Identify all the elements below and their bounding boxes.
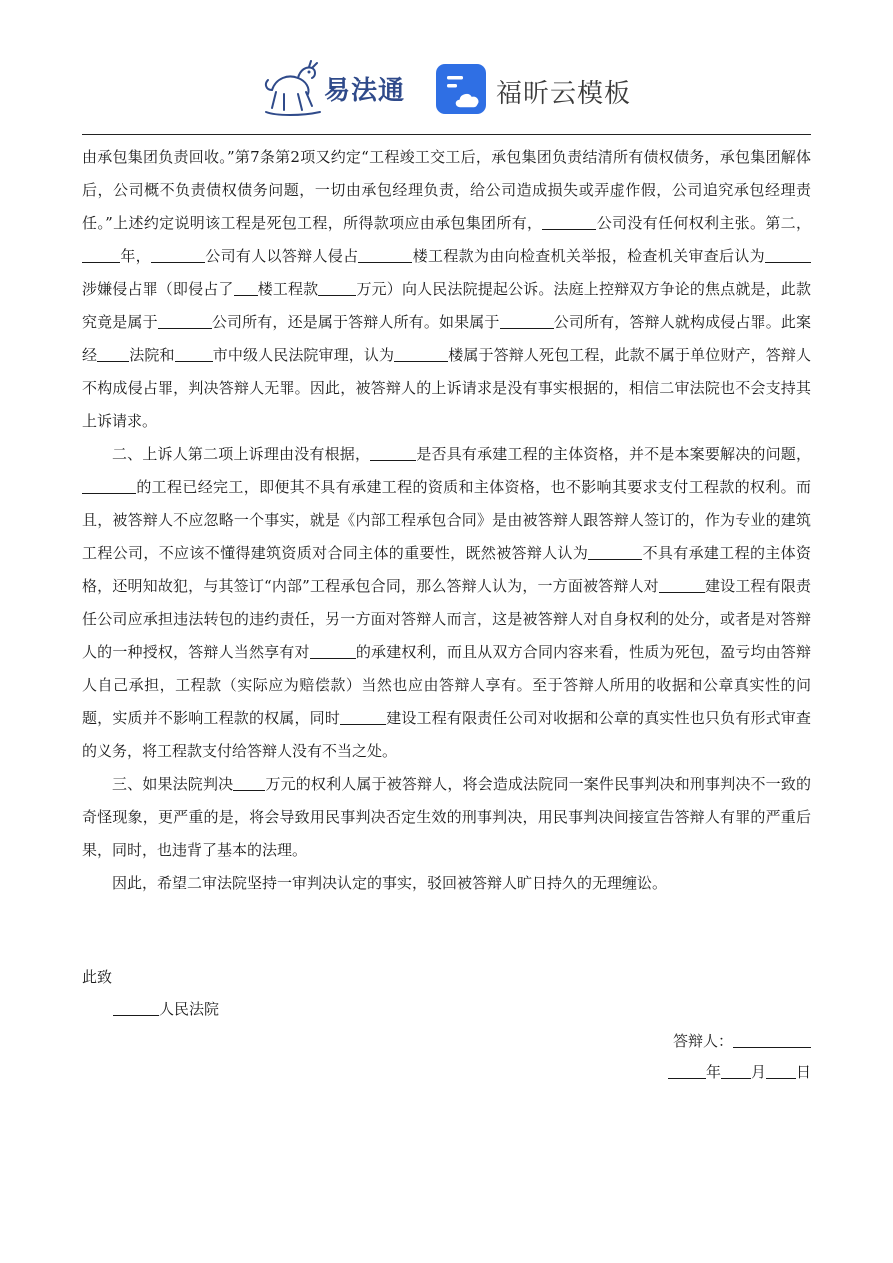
fill-in-blank [358,248,412,263]
fuxin-logo-text: 福昕云模板 [496,79,632,109]
yifatong-logo-text: 易法通 [324,76,406,106]
date-day-label: 日 [795,1063,811,1081]
cloud-document-icon [436,64,488,116]
paragraph-text: 万元的权利人属于被答辩人，将会造成法院同一案件民事判决和刑事判决不一致的奇怪现象，更严重的是，将会导致用民事判决否定生效的刑事判决，用民事判决间接宣告答辩人有罪的严重后果，同时，也违背了基本的法理。 [82,775,811,859]
signer-label: 答辩人： [672,1032,733,1050]
fill-in-blank [588,545,642,560]
paragraph [82,141,811,438]
paragraph-text: 年， [120,247,151,265]
court-suffix: 人民法院 [159,1000,220,1018]
paragraph-text: 楼工程款 [257,280,319,298]
salutation: 此致 [82,968,113,986]
document-body [82,141,811,900]
paragraph-text: 二、上诉人第二项上诉理由没有根据， [112,445,371,463]
fill-in-blank [175,347,213,362]
fill-in-blank [765,248,811,263]
paragraph-text: 市中级人民法院审理，认为 [212,346,395,364]
fill-in-blank [370,446,416,461]
paragraph-text: 楼属于答辩人死包工程，此款不属于单位财产，答辩人不构成侵占罪，判决答辩人无罪。因此，被答辩人的上诉请求是没有事实根据的，相信二审法院也不会支持其上诉请求。 [82,346,811,430]
blank-court [113,1001,159,1016]
date-month-label: 月 [750,1063,766,1081]
paragraph-text: 公司所有，还是属于答辩人所有。如果属于 [211,313,500,331]
fill-in-blank [82,479,136,494]
paragraph-text: 是否具有承建工程的主体资格，并不是本案要解决的问题， [416,445,811,463]
paragraph-text: 的工程已经完工，即便其不具有承建工程的资质和主体资格，也不影响其要求支付工程款的权利。而且，被答辩人不应忽略一个事实，就是《内部工程承包合同》是由被答辩人跟答辩人签订的，作为专业的建筑工程公司，不应该不懂得建筑资质对合同主体的重要性，既然被答辩人认为 [82,478,811,562]
qilin-emblem-icon [262,60,324,118]
paragraph [82,768,811,867]
paragraph-text: 由承包集团负责回收。”第7条第2项又约定“工程竣工交工后，承包集团负责结清所有债权债务，承包集团解体后，公司概不负责债权债务问题，一切由承包经理负责，给公司造成损失或弄虚作假，公司追究承包经理责任。”上述约定说明该工程是死包工程，所得款项应由承包集团所有， [82,148,811,232]
court-addressee [113,997,219,1021]
page-header [0,58,893,120]
date-line [668,1060,811,1084]
fill-in-blank [97,347,129,362]
blank-signer [733,1033,811,1048]
blank-year [668,1064,706,1079]
paragraph [82,438,811,768]
header-divider [82,134,811,135]
date-year-label: 年 [705,1063,721,1081]
paragraph-text: 万元）向人民法院提起公诉。法庭上控辩双方争论的焦点就是，此款究竟是属于 [82,280,811,331]
fill-in-blank [542,215,596,230]
paragraph-text: 楼工程款为由向检查机关举报，检查机关审查后认为 [412,247,765,265]
paragraph-text: 公司所有，答辩人就构成侵占罪。此案经 [82,313,811,364]
paragraph-text: 建设工程有限责任公司应承担违法转包的违约责任，另一方面对答辩人而言，这是被答辩人对自身权利的处分，或者是对答辩人的一种授权，答辩人当然享有对 [82,577,811,661]
yifatong-logo [262,58,417,120]
fill-in-blank [82,248,120,263]
fill-in-blank [233,776,265,791]
fill-in-blank [318,281,356,296]
fill-in-blank [158,314,212,329]
paragraph [82,867,811,900]
fill-in-blank [394,347,448,362]
fuxin-logo [436,64,646,116]
paragraph-text: 涉嫌侵占罪（即侵占了 [82,280,234,298]
fill-in-blank [340,710,386,725]
fill-in-blank [234,281,258,296]
paragraph-text: 不具有承建工程的主体资格，还明知故犯，与其签订“内部”工程承包合同，那么答辩人认为，一方面被答辩人对 [82,544,811,595]
paragraph-text: 的承建权利，而且从双方合同内容来看，性质为死包，盈亏均由答辩人自己承担，工程款（实际应为赔偿款）当然也应由答辩人享有。至于答辩人所用的收据和公章真实性的问题，实质并不影响工程款的权属，同时 [82,643,811,727]
signer-line [673,1029,811,1053]
paragraph-text: 三、如果法院判决 [112,775,234,793]
paragraph-text: 因此，希望二审法院坚持一审判决认定的事实，驳回被答辩人旷日持久的无理缠讼。 [112,874,668,892]
fill-in-blank [659,578,705,593]
paragraph-text: 法院和 [129,346,175,364]
fill-in-blank [500,314,554,329]
paragraph-text: 建设工程有限责任公司对收据和公章的真实性也只负有形式审查的义务，将工程款支付给答辩人没有不当之处。 [82,709,811,760]
paragraph-text: 公司有人以答辩人侵占 [204,247,359,265]
blank-day [766,1064,796,1079]
paragraph-text: 公司没有任何权利主张。第二， [596,214,812,232]
blank-month [721,1064,751,1079]
fill-in-blank [151,248,205,263]
fill-in-blank [310,644,356,659]
